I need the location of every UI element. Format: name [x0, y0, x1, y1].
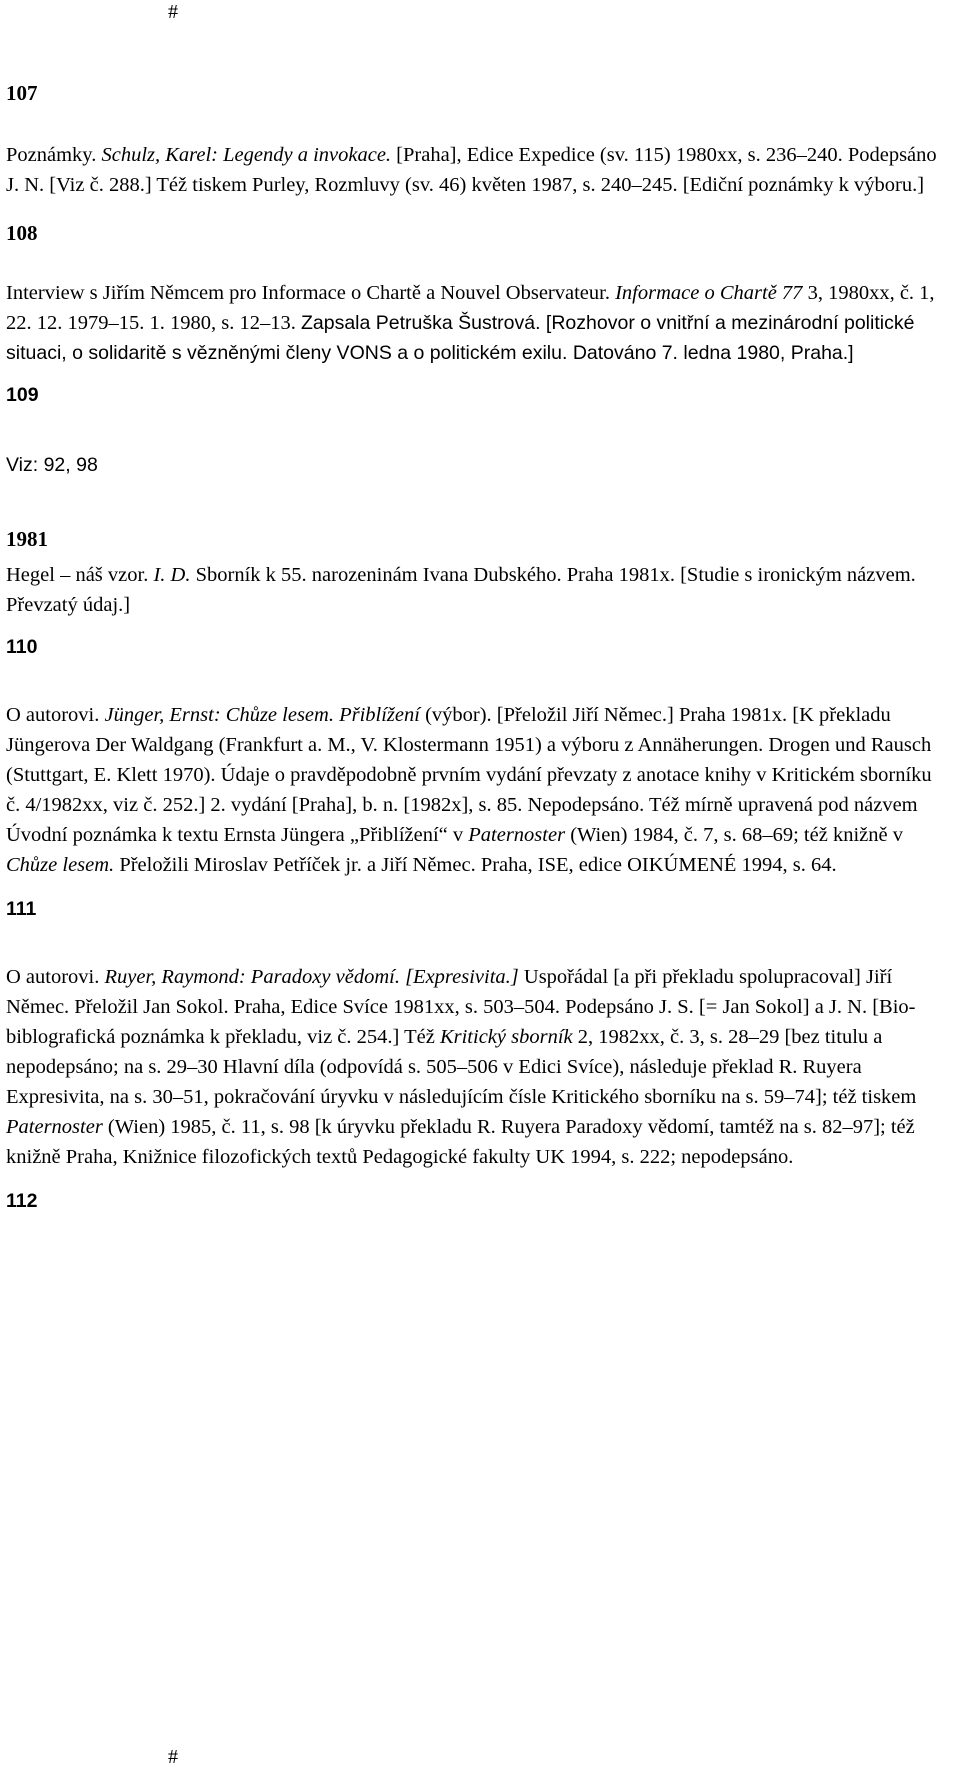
- entry-111-seg-0: O autorovi.: [6, 966, 105, 988]
- entry-number-112: 112: [6, 1190, 38, 1212]
- entry-111-seg-5: Paternoster: [6, 1116, 103, 1138]
- entry-number-107: 107: [6, 81, 38, 105]
- entry-number-111: 111: [6, 898, 37, 920]
- entry-108-seg-0: Interview s Jiřím Němcem pro Informace o Chartě a Nouvel Observateur.: [6, 282, 616, 304]
- entry-1981-seg-0: Hegel – náš vzor.: [6, 564, 154, 586]
- entry-111-seg-2: Uspořádal [a při překladu spolupracoval] Jiří Němec. Přeložil Jan Sokol. Praha, Edice Svíce 1981xx, s. 503–504. Podepsáno J. S. [= Jan Sokol] a J. N. [Bio-biblografická poznámka k překladu, viz č. 254.] Též: [6, 966, 916, 1048]
- entry-107-seg-0: Poznámky.: [6, 144, 102, 166]
- entry-number-109: 109: [6, 384, 39, 406]
- entry-number-110: 110: [6, 636, 38, 658]
- entry-108-seg-3: Zapsala Petruška Šustrová. [Rozhovor o vnitřní a mezinárodní politické situaci, o solidaritě s vězněnými členy VONS a o politickém exilu. Datováno 7. ledna 1980, Praha.]: [6, 312, 915, 364]
- entry-110-seg-0: O autorovi.: [6, 704, 105, 726]
- entry-110-seg-1: Jünger, Ernst: Chůze lesem. Přiblížení: [104, 704, 420, 726]
- entry-110-seg-4: (Wien) 1984, č. 7, s. 68–69; též knižně v: [565, 824, 903, 846]
- entry-111-seg-6: (Wien) 1985, č. 11, s. 98 [k úryvku překladu R. Ruyera Paradoxy vědomí, tamtéž na s. 82–97]; též knižně Praha, Knižnice filozofických textů Pedagogické fakulty UK 1994, s. 222; nepodepsáno.: [6, 1116, 915, 1168]
- entry-107-seg-2: [Praha], Edice Expedice (sv. 115) 1980xx, s. 236–240. Podepsáno J. N. [Viz č. 288.] Též tiskem Purley, Rozmluvy (sv. 46) květen 1987, s. 240–245. [Ediční poznámky k výboru.]: [6, 144, 937, 196]
- entry-text-111: [6, 962, 950, 1172]
- entry-text-1981: [6, 560, 950, 620]
- entry-111-seg-3: Kritický sborník: [439, 1026, 573, 1048]
- entry-107-seg-1: Schulz, Karel: Legendy a invokace.: [101, 144, 392, 166]
- year-heading-1981: 1981: [6, 527, 48, 551]
- entry-111-seg-4: 2, 1982xx, č. 3, s. 28–29 [bez titulu a nepodepsáno; na s. 29–30 Hlavní díla (odpovídá s. 505–506 v Edici Svíce), následuje překlad R. Ruyera Expresivita, na s. 30–51, pokračování úryvku v následujícím čísle Kritického sborníku na s. 59–74]; též tiskem: [6, 1026, 917, 1108]
- entry-1981-seg-2: Sborník k 55. narozeninám Ivana Dubského. Praha 1981x. [Studie s ironickým názvem. Převzatý údaj.]: [6, 564, 916, 616]
- entry-111-seg-1: Ruyer, Raymond: Paradoxy vědomí. [Expresivita.]: [104, 966, 519, 988]
- entry-text-107: [6, 140, 950, 200]
- entry-108-seg-2: 3, 1980xx, č. 1, 22. 12. 1979–15. 1. 1980, s. 12–13.: [6, 282, 935, 334]
- document-body: [6, 78, 950, 1216]
- entry-110-seg-5: Chůze lesem.: [6, 854, 115, 876]
- entry-110-seg-2: (výbor). [Přeložil Jiří Němec.] Praha 1981x. [K překladu Jüngerova Der Waldgang (Frankfurt a. M., V. Klostermann 1951) a výboru z Annäherungen. Drogen und Rausch (Stuttgart, E. Klett 1970). Údaje o pravděpodobně prvním vydání převzaty z anotace knihy v Kritickém sborníku č. 4/1982xx, viz č. 252.] 2. vydání [Praha], b. n. [1982x], s. 85. Nepodepsáno. Též mírně upravená pod názvem Úvodní poznámka k textu Ernsta Jüngera „Přiblížení“ v: [6, 704, 932, 846]
- entry-110-seg-6: Přeložili Miroslav Petříček jr. a Jiří Němec. Praha, ISE, edice OIKÚMENÉ 1994, s. 64.: [114, 854, 837, 876]
- entry-1981-seg-1: I. D.: [153, 564, 191, 586]
- page-mark-top: #: [168, 1, 178, 23]
- entry-110-seg-3: Paternoster: [468, 824, 566, 846]
- entry-text-108: [6, 278, 950, 368]
- entry-108-seg-1: Informace o Chartě 77: [615, 282, 803, 304]
- entry-text-110: [6, 700, 950, 880]
- entry-109-seg-0: Viz: 92, 98: [6, 454, 98, 476]
- entry-text-109: [6, 450, 950, 480]
- entry-number-108: 108: [6, 221, 38, 245]
- page-mark-bottom: #: [168, 1746, 178, 1768]
